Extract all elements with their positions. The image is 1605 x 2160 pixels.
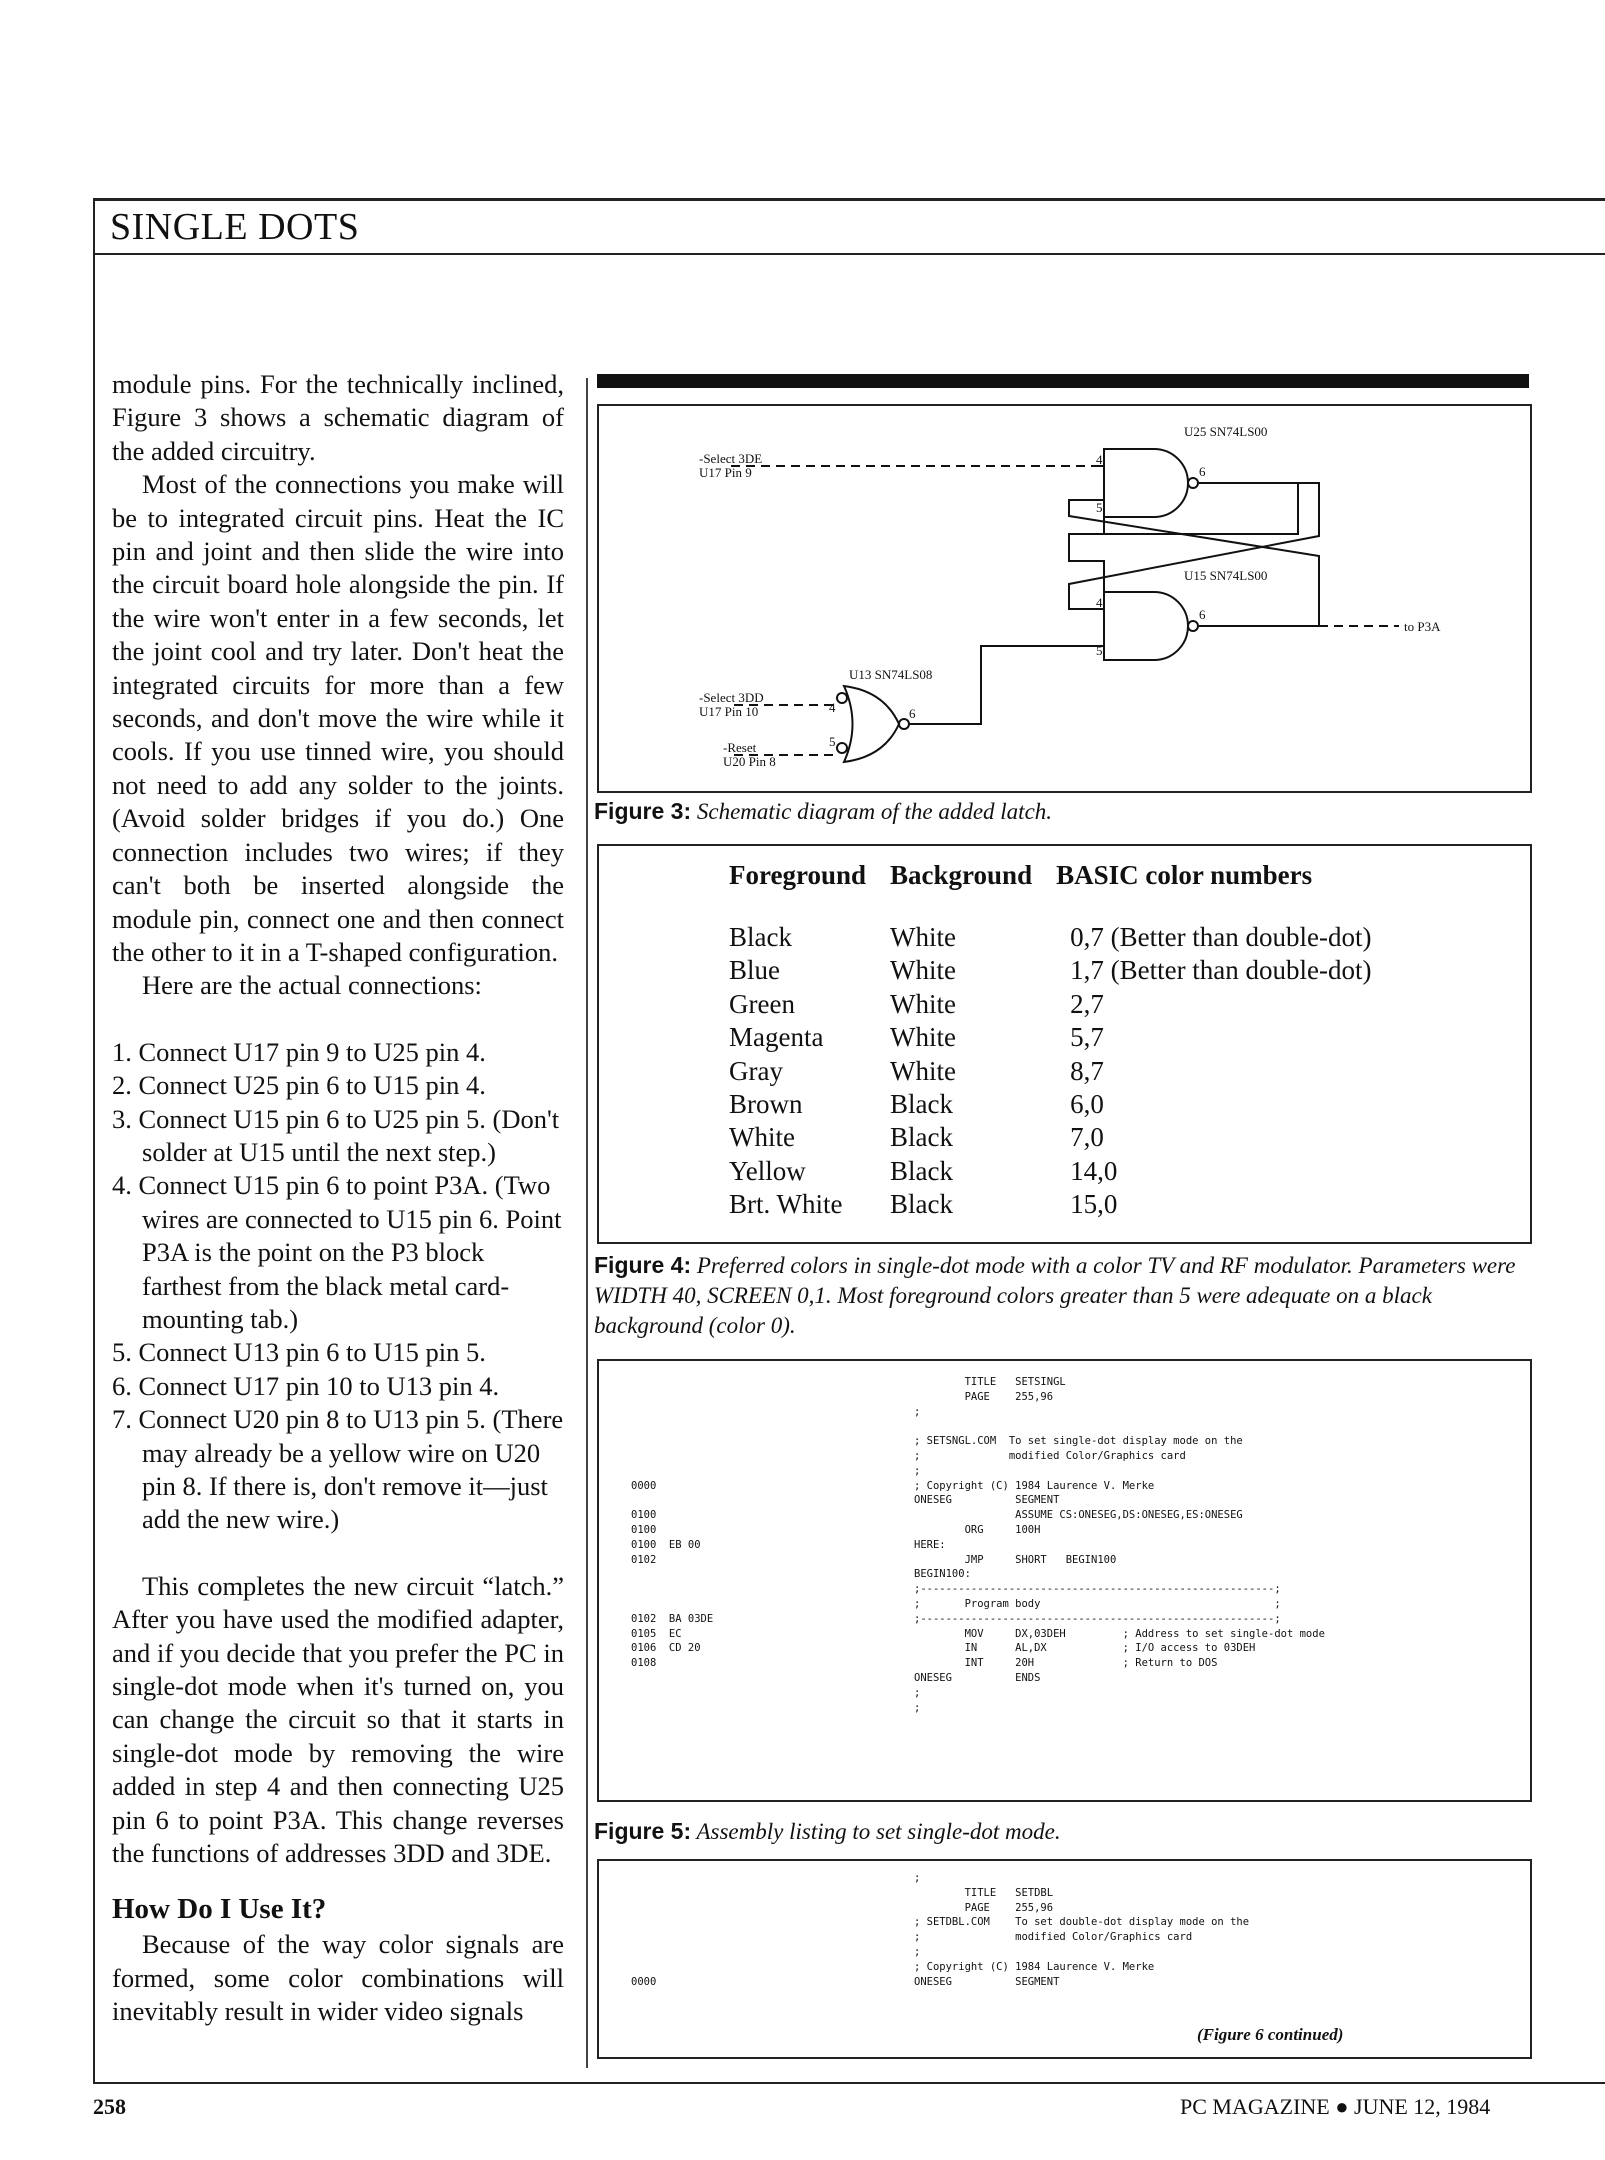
table-cell: 6,0 bbox=[1070, 1089, 1104, 1120]
wire-u13-out-to-u15-in bbox=[909, 646, 1104, 724]
table-cell: Green bbox=[729, 988, 795, 1019]
figure-5-assembly-listing bbox=[597, 1359, 1532, 1802]
table-cell: 2,7 bbox=[1070, 988, 1104, 1019]
paragraph: Most of the connections you make will be to integrated circuit pins. Heat the IC pin and joint and then slide the wire into the circuit board hole alongside the pin. If the wire won't enter in a few seconds, let the joint cool and try later. Don't heat the integrated circuits for more than a few seconds, and don't move the wire while it cools. If you use tinned wire, you should not need to add any solder to the joints. (Avoid solder bridges if you do.) One connection includes two wires; if they can't both be inserted alongside the module pin, connect one and then connect the other to it in a T-shaped configuration. bbox=[112, 469, 564, 967]
code-listing: ; TITLE SETDBL PAGE 255,96 ; SETDBL.COM To set double-dot display mode on the ; modified Color/Graphics card ; ; Copyright (C) 1984 Laurence V. Merke ONESEG SEGMENT bbox=[914, 1872, 1250, 1988]
table-row bbox=[729, 954, 1396, 987]
magazine-credit: PC MAGAZINE ● JUNE 12, 1984 bbox=[1180, 2094, 1491, 2119]
table-cell: Black bbox=[890, 1122, 954, 1153]
wire-u15-out-to-u25-in bbox=[1069, 500, 1319, 626]
table-cell: Gray bbox=[729, 1055, 783, 1086]
u17-pin10-label: U17 Pin 10 bbox=[699, 704, 759, 719]
table-cell: White bbox=[890, 1022, 957, 1053]
caption-text: Assembly listing to set single-dot mode. bbox=[696, 1819, 1061, 1844]
table-cell: Yellow bbox=[729, 1155, 806, 1186]
table-header-row bbox=[729, 860, 1396, 921]
table-row bbox=[729, 1121, 1396, 1154]
paragraph: Here are the actual connections: bbox=[142, 970, 482, 1001]
color-table bbox=[729, 860, 1396, 1222]
table-cell: White bbox=[890, 988, 957, 1019]
table-cell: 8,7 bbox=[1070, 1055, 1104, 1086]
pin-label: 5 bbox=[1096, 643, 1103, 658]
section-title: SINGLE DOTS bbox=[110, 206, 360, 248]
code-listing: TITLE SETSINGL PAGE 255,96 ; ; SETSNGL.COM To set single-dot display mode on the ; modified Color/Graphics card ; ; Copyright (C) 1984 Laurence V. Merke ONESEG SEGMENT ASSUME CS:ONESEG,DS:ONESEG,ES:ONESEG ORG 100H HERE: JMP SHORT BEGIN100 BEGIN100: ;--------------------------------------------------------; ; Program body ; ;--------------------------------------------------------; MOV DX,03DEH ; Address to set single-dot mode IN AL,DX ; I/O access to 03DEH INT 20H ; Return to DOS ONESEG ENDS ; ; bbox=[914, 1376, 1325, 1714]
u15-nand-gate bbox=[1104, 592, 1188, 660]
schematic-svg bbox=[599, 406, 1530, 791]
footer-rule bbox=[93, 2082, 1605, 2084]
figure-top-bar bbox=[597, 374, 1529, 388]
u20-pin8-label: U20 Pin 8 bbox=[723, 754, 776, 769]
table-cell: 1,7 (Better than double-dot) bbox=[1070, 955, 1372, 986]
figure-3-caption bbox=[594, 796, 1052, 827]
pin-label: 6 bbox=[909, 706, 916, 721]
table-row bbox=[729, 1055, 1396, 1088]
table-cell: Brt. White bbox=[729, 1189, 843, 1220]
u15-label: U15 SN74LS00 bbox=[1184, 568, 1268, 583]
column-header: Background bbox=[890, 860, 1033, 890]
table-cell: Black bbox=[729, 922, 792, 952]
table-row bbox=[729, 1021, 1396, 1054]
pin-label: 5 bbox=[1096, 500, 1103, 515]
table-cell: 7,0 bbox=[1070, 1122, 1104, 1153]
u17-pin9-label: U17 Pin 9 bbox=[699, 465, 752, 480]
u13-input-bubble-5 bbox=[837, 743, 847, 753]
figure-continued-note: (Figure 6 continued) bbox=[1197, 2025, 1344, 2044]
paragraph: This completes the new circuit “latch.” After you have used the modified adapter, and if you decide that you prefer the PC in single-dot mode when it's turned on, you can change the circuit so that it starts in single-dot mode by removing the wire added in step 4 and then connecting U25 pin 6 to point P3A. This change reverses the functions of addresses 3DD and 3DE. bbox=[112, 1570, 564, 1869]
list-item: 4. Connect U15 pin 6 to point P3A. (Two wires are connected to U15 pin 6. Point P3A is the point on the P3 block farthest from the black metal card-mounting tab.) bbox=[112, 1170, 562, 1334]
table-cell: 14,0 bbox=[1070, 1155, 1118, 1186]
column-separator bbox=[586, 378, 588, 2068]
select-3de-label: -Select 3DE bbox=[699, 451, 763, 466]
select-3dd-label: -Select 3DD bbox=[699, 690, 764, 705]
list-item: 7. Connect U20 pin 8 to U13 pin 5. (There may already be a yellow wire on U20 pin 8. If there is, don't remove it—just add the new wire.) bbox=[112, 1404, 564, 1535]
u25-nand-gate bbox=[1104, 449, 1188, 517]
column-header: BASIC color numbers bbox=[1056, 860, 1313, 890]
table-cell: 15,0 bbox=[1070, 1189, 1118, 1220]
pin-label: 5 bbox=[829, 734, 836, 749]
list-item: 5. Connect U13 pin 6 to U15 pin 5. bbox=[112, 1337, 486, 1368]
article-body bbox=[112, 368, 564, 2029]
address-column: 0000 bbox=[631, 1975, 657, 1988]
list-item: 6. Connect U17 pin 10 to U13 pin 4. bbox=[112, 1370, 500, 1401]
u25-label: U25 SN74LS00 bbox=[1184, 424, 1268, 439]
table-row bbox=[729, 1188, 1396, 1221]
list-item: 2. Connect U25 pin 6 to U15 pin 4. bbox=[112, 1070, 486, 1101]
figure-4-color-table bbox=[597, 844, 1532, 1244]
table-cell: White bbox=[890, 1055, 957, 1086]
address-column: 0000 0100 0100 0100 EB 00 0102 0102 BA 03DE 0105 EC 0106 CD 20 0108 bbox=[631, 1479, 714, 1670]
table-cell: Black bbox=[890, 1189, 954, 1220]
u15-output-bubble bbox=[1188, 621, 1198, 631]
page-frame-left bbox=[93, 253, 95, 2082]
column-header: Foreground bbox=[729, 860, 867, 890]
caption-label: Figure 3: bbox=[594, 798, 692, 824]
pin-label: 4 bbox=[829, 700, 836, 715]
p3a-label: to P3A bbox=[1404, 619, 1441, 634]
caption-label: Figure 4: bbox=[594, 1252, 692, 1278]
pin-label: 6 bbox=[1199, 464, 1206, 479]
u13-gate bbox=[844, 686, 899, 762]
reset-label: -Reset bbox=[723, 740, 757, 755]
u13-input-bubble-4 bbox=[837, 693, 847, 703]
list-item: 1. Connect U17 pin 9 to U25 pin 4. bbox=[112, 1036, 486, 1067]
subheading: How Do I Use It? bbox=[112, 1893, 327, 1926]
table-row bbox=[729, 988, 1396, 1021]
table-cell: White bbox=[729, 1122, 795, 1153]
figure-4-caption bbox=[594, 1250, 1534, 1341]
figure-3-schematic bbox=[597, 404, 1532, 793]
table-cell: Magenta bbox=[729, 1022, 824, 1053]
pin-label: 6 bbox=[1199, 607, 1206, 622]
table-cell: White bbox=[890, 922, 957, 952]
table-row bbox=[729, 1088, 1396, 1121]
pin-label: 4 bbox=[1096, 452, 1103, 467]
table-cell: 0,7 (Better than double-dot) bbox=[1070, 922, 1372, 952]
table-cell: 5,7 bbox=[1070, 1022, 1104, 1053]
u13-label: U13 SN74LS08 bbox=[849, 667, 933, 682]
table-cell: Black bbox=[890, 1089, 954, 1120]
pin-label: 4 bbox=[1096, 595, 1103, 610]
table-cell: Brown bbox=[729, 1089, 803, 1120]
table-row bbox=[729, 1155, 1396, 1188]
u13-output-bubble bbox=[899, 719, 909, 729]
table-cell: White bbox=[890, 955, 957, 986]
table-row bbox=[729, 921, 1396, 954]
table-cell: Black bbox=[890, 1155, 954, 1186]
caption-text: Schematic diagram of the added latch. bbox=[696, 799, 1053, 824]
paragraph: module pins. For the technically inclined, Figure 3 shows a schematic diagram of the added circuitry. bbox=[112, 369, 564, 466]
figure-6-assembly-listing bbox=[597, 1859, 1532, 2059]
u25-output-bubble bbox=[1188, 478, 1198, 488]
connection-steps bbox=[112, 1036, 564, 1537]
paragraph: Because of the way color signals are formed, some color combinations will inevitably result in wider video signals bbox=[112, 1929, 564, 2027]
wire-u25-out-cross bbox=[1069, 483, 1319, 609]
caption-label: Figure 5: bbox=[594, 1818, 692, 1844]
caption-text: Preferred colors in single-dot mode with a color TV and RF modulator. Parameters were WIDTH 40, SCREEN 0,1. Most foreground colors greater than 5 were adequate on a black background (color 0). bbox=[594, 1253, 1516, 1338]
table-cell: Blue bbox=[729, 955, 780, 986]
list-item: 3. Connect U15 pin 6 to U25 pin 5. (Don't solder at U15 until the next step.) bbox=[112, 1103, 560, 1167]
figure-5-caption bbox=[594, 1816, 1061, 1847]
page-number: 258 bbox=[93, 2094, 126, 2119]
